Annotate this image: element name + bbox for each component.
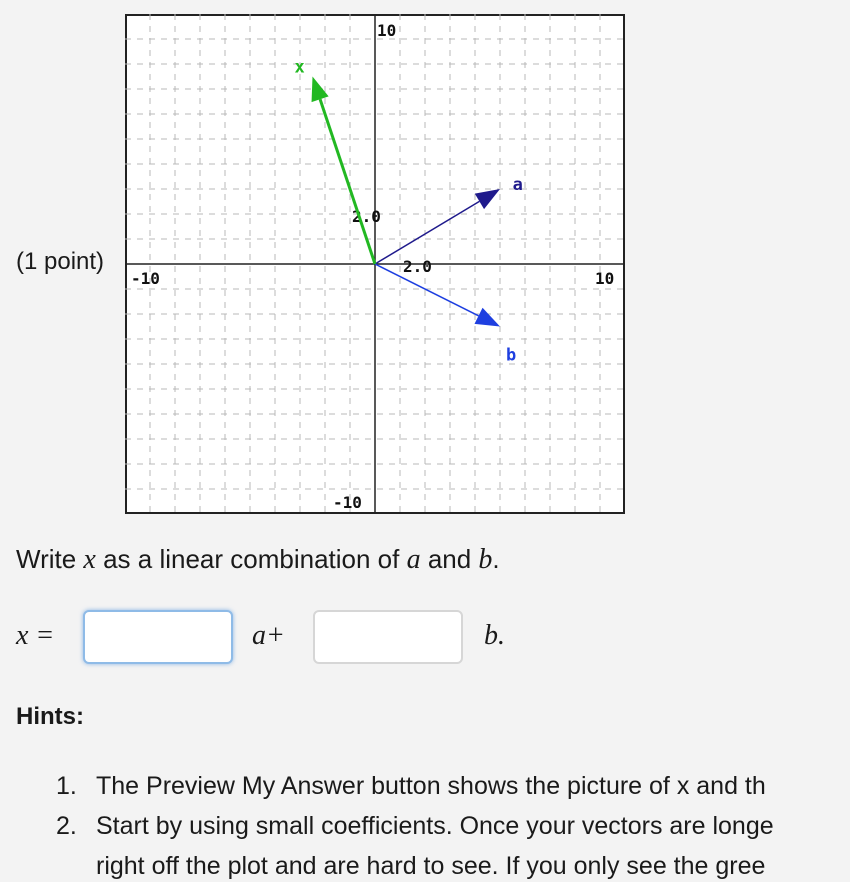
question-text [16, 544, 500, 576]
var-b: b [478, 544, 493, 575]
question-suffix: . [492, 544, 500, 574]
hint-2-text-line-2: right off the plot and are hard to see. If you only see the gree [96, 852, 766, 880]
hint-1-text: The Preview My Answer button shows the picture of x and th [96, 772, 766, 800]
answer-lhs: x = [16, 620, 55, 651]
x-min-label: -10 [131, 269, 160, 288]
coefficient-b-input[interactable] [313, 610, 463, 664]
hint-2-number: 2. [56, 812, 77, 840]
vector-a-label: a [512, 174, 523, 195]
x-max-label: 10 [595, 269, 615, 288]
y-max-label: 10 [377, 21, 397, 40]
vector-b-label: b [506, 345, 517, 366]
y-tick-label: 2.0 [352, 207, 381, 226]
answer-row [16, 608, 536, 670]
question-and: and [420, 544, 479, 574]
term-b: b. [484, 620, 505, 651]
question-prefix: Write [16, 544, 84, 574]
hints-list [0, 766, 850, 882]
hint-2-text-line-1: Start by using small coefficients. Once your vectors are longe [96, 812, 774, 840]
coefficient-a-input[interactable] [83, 610, 233, 664]
var-x: x [83, 544, 96, 575]
hint-1-number: 1. [56, 772, 77, 800]
vector-x-label: x [294, 57, 305, 78]
var-a: a [406, 544, 421, 575]
term-a: a+ [252, 620, 285, 651]
hints-heading: Hints: [16, 703, 84, 730]
vector-plot [125, 14, 625, 514]
question-middle: as a linear combination of [95, 544, 407, 574]
y-min-label: -10 [333, 493, 362, 512]
x-tick-label: 2.0 [403, 257, 432, 276]
points-label: (1 point) [16, 248, 105, 275]
